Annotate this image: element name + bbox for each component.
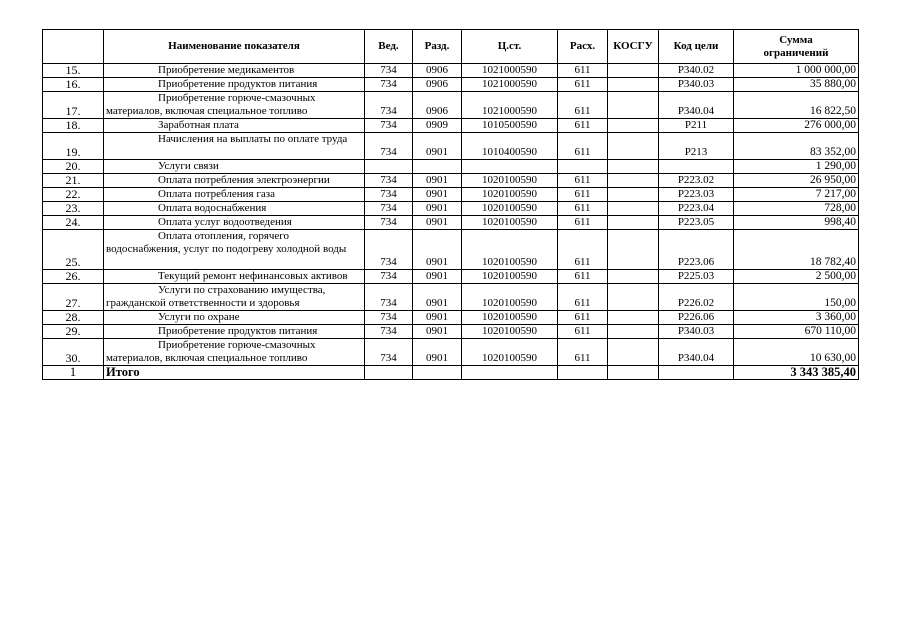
cell-sum: 16 822,50 (734, 92, 859, 119)
table-row (43, 160, 859, 174)
row-number: 23. (43, 202, 104, 216)
cell-name-line: Услуги по охране (158, 311, 240, 323)
cell-name (104, 78, 365, 92)
table-row (43, 92, 859, 119)
cell-kosgu (608, 339, 659, 366)
cell-razd: 0901 (413, 230, 462, 270)
cell-name-line: Начисления на выплаты по оплате труда (158, 133, 348, 145)
cell-name (104, 216, 365, 230)
header-tsst: Ц.ст. (462, 30, 558, 64)
header-goal-code: Код цели (659, 30, 734, 64)
cell-sum: 83 352,00 (734, 133, 859, 160)
cell-ved (365, 160, 413, 174)
table-row (43, 174, 859, 188)
cell-name (104, 64, 365, 78)
cell-sum: 670 110,00 (734, 325, 859, 339)
cell-goal-code: Р340.02 (659, 64, 734, 78)
total-empty-rash (558, 366, 608, 380)
row-number: 18. (43, 119, 104, 133)
cell-tsst: 1020100590 (462, 284, 558, 311)
cell-tsst: 1020100590 (462, 325, 558, 339)
cell-sum: 35 880,00 (734, 78, 859, 92)
cell-ved: 734 (365, 270, 413, 284)
cell-razd: 0901 (413, 216, 462, 230)
cell-rash: 611 (558, 202, 608, 216)
cell-sum: 10 630,00 (734, 339, 859, 366)
cell-name-line: Приобретение горюче-смазочных (158, 339, 316, 351)
cell-goal-code: Р211 (659, 119, 734, 133)
total-label: Итого (104, 366, 365, 380)
cell-tsst: 1020100590 (462, 216, 558, 230)
cell-kosgu (608, 230, 659, 270)
cell-rash: 611 (558, 216, 608, 230)
cell-name (104, 160, 365, 174)
cell-goal-code: Р213 (659, 133, 734, 160)
table-row (43, 339, 859, 366)
table-row (43, 202, 859, 216)
row-number: 30. (43, 339, 104, 366)
cell-name-line: Приобретение продуктов питания (158, 325, 318, 337)
cell-razd: 0906 (413, 92, 462, 119)
cell-rash: 611 (558, 92, 608, 119)
cell-rash: 611 (558, 311, 608, 325)
cell-kosgu (608, 119, 659, 133)
header-sum (734, 30, 859, 64)
total-empty-kosgu (608, 366, 659, 380)
header-name: Наименование показателя (104, 30, 365, 64)
total-row (43, 366, 859, 380)
cell-kosgu (608, 311, 659, 325)
row-number: 24. (43, 216, 104, 230)
cell-tsst: 1020100590 (462, 270, 558, 284)
cell-tsst: 1020100590 (462, 188, 558, 202)
cell-sum: 276 000,00 (734, 119, 859, 133)
cell-razd: 0901 (413, 133, 462, 160)
cell-rash: 611 (558, 339, 608, 366)
cell-name-line (106, 256, 362, 269)
cell-razd: 0901 (413, 188, 462, 202)
cell-tsst: 1020100590 (462, 339, 558, 366)
cell-kosgu (608, 160, 659, 174)
cell-ved: 734 (365, 339, 413, 366)
cell-tsst: 1020100590 (462, 174, 558, 188)
cell-rash: 611 (558, 325, 608, 339)
cell-name-line: Оплата услуг водоотведения (158, 216, 292, 228)
table-row (43, 133, 859, 160)
table-row (43, 325, 859, 339)
cell-sum: 2 500,00 (734, 270, 859, 284)
cell-goal-code: Р226.06 (659, 311, 734, 325)
cell-razd: 0901 (413, 174, 462, 188)
cell-razd: 0909 (413, 119, 462, 133)
header-razd: Разд. (413, 30, 462, 64)
table-row (43, 284, 859, 311)
cell-kosgu (608, 284, 659, 311)
cell-sum: 26 950,00 (734, 174, 859, 188)
cell-name (104, 284, 365, 311)
cell-sum: 1 290,00 (734, 160, 859, 174)
cell-name (104, 92, 365, 119)
cell-ved: 734 (365, 325, 413, 339)
cell-name-line: Оплата водоснабжения (158, 202, 267, 214)
cell-name (104, 230, 365, 270)
table-row (43, 270, 859, 284)
cell-rash (558, 160, 608, 174)
cell-name-line: Заработная плата (158, 119, 239, 131)
cell-sum: 998,40 (734, 216, 859, 230)
total-empty-tsst (462, 366, 558, 380)
row-number: 26. (43, 270, 104, 284)
cell-tsst: 1020100590 (462, 202, 558, 216)
row-number: 27. (43, 284, 104, 311)
cell-name-line: материалов, включая специальное топливо (106, 352, 308, 364)
cell-name (104, 133, 365, 160)
header-rash: Расх. (558, 30, 608, 64)
cell-goal-code: Р225.03 (659, 270, 734, 284)
cell-tsst (462, 160, 558, 174)
cell-name-line: Приобретение медикаментов (158, 64, 295, 76)
header-num (43, 30, 104, 64)
cell-kosgu (608, 78, 659, 92)
cell-ved: 734 (365, 133, 413, 160)
cell-goal-code: Р340.03 (659, 78, 734, 92)
cell-sum: 7 217,00 (734, 188, 859, 202)
cell-kosgu (608, 174, 659, 188)
header-kosgu: КОСГУ (608, 30, 659, 64)
cell-tsst: 1010400590 (462, 133, 558, 160)
row-number: 15. (43, 64, 104, 78)
cell-kosgu (608, 92, 659, 119)
cell-rash: 611 (558, 230, 608, 270)
cell-name (104, 188, 365, 202)
cell-goal-code: Р223.05 (659, 216, 734, 230)
cell-goal-code (659, 160, 734, 174)
cell-razd (413, 160, 462, 174)
row-number: 21. (43, 174, 104, 188)
cell-name-line: Оплата потребления газа (158, 188, 275, 200)
cell-rash: 611 (558, 284, 608, 311)
cell-goal-code: Р340.04 (659, 339, 734, 366)
cell-ved: 734 (365, 188, 413, 202)
total-empty-ved (365, 366, 413, 380)
total-num: 1 (43, 366, 104, 380)
cell-ved: 734 (365, 284, 413, 311)
cell-rash: 611 (558, 119, 608, 133)
cell-name (104, 202, 365, 216)
cell-ved: 734 (365, 174, 413, 188)
cell-goal-code: Р340.04 (659, 92, 734, 119)
budget-table (42, 29, 859, 380)
cell-rash: 611 (558, 174, 608, 188)
cell-sum: 728,00 (734, 202, 859, 216)
cell-tsst: 1021000590 (462, 92, 558, 119)
cell-name (104, 174, 365, 188)
cell-tsst: 1021000590 (462, 78, 558, 92)
cell-tsst: 1020100590 (462, 311, 558, 325)
cell-ved: 734 (365, 311, 413, 325)
table-row (43, 311, 859, 325)
row-number: 29. (43, 325, 104, 339)
cell-sum: 1 000 000,00 (734, 64, 859, 78)
cell-razd: 0901 (413, 311, 462, 325)
cell-kosgu (608, 64, 659, 78)
cell-razd: 0901 (413, 284, 462, 311)
table-row (43, 78, 859, 92)
cell-rash: 611 (558, 78, 608, 92)
row-number: 19. (43, 133, 104, 160)
cell-ved: 734 (365, 119, 413, 133)
cell-name-line: Приобретение горюче-смазочных (158, 92, 316, 104)
cell-goal-code: Р223.06 (659, 230, 734, 270)
cell-name-line: материалов, включая специальное топливо (106, 105, 308, 117)
cell-sum: 18 782,40 (734, 230, 859, 270)
cell-rash: 611 (558, 188, 608, 202)
header-row (43, 30, 859, 64)
cell-goal-code: Р340.03 (659, 325, 734, 339)
cell-name-line: водоснабжения, услуг по подогреву холодной воды (106, 243, 347, 255)
cell-ved: 734 (365, 92, 413, 119)
cell-name-line: гражданской ответственности и здоровья (106, 297, 300, 309)
header-sum-line2: ограничений (763, 46, 829, 59)
cell-name (104, 270, 365, 284)
cell-name (104, 339, 365, 366)
cell-kosgu (608, 188, 659, 202)
table-row (43, 216, 859, 230)
cell-name-line: Оплата отопления, горячего (158, 230, 290, 242)
total-empty-razd (413, 366, 462, 380)
row-number: 25. (43, 230, 104, 270)
cell-goal-code: Р223.04 (659, 202, 734, 216)
cell-kosgu (608, 270, 659, 284)
cell-goal-code: Р223.03 (659, 188, 734, 202)
table-row (43, 64, 859, 78)
table-row (43, 188, 859, 202)
cell-tsst: 1020100590 (462, 230, 558, 270)
cell-ved: 734 (365, 64, 413, 78)
total-sum: 3 343 385,40 (734, 366, 859, 380)
cell-goal-code: Р223.02 (659, 174, 734, 188)
header-sum-line1: Сумма (779, 33, 813, 46)
cell-ved: 734 (365, 230, 413, 270)
total-empty-goal (659, 366, 734, 380)
cell-razd: 0901 (413, 339, 462, 366)
cell-name-line: Приобретение продуктов питания (158, 78, 318, 90)
cell-goal-code: Р226.02 (659, 284, 734, 311)
cell-razd: 0906 (413, 64, 462, 78)
cell-kosgu (608, 325, 659, 339)
cell-rash: 611 (558, 64, 608, 78)
cell-name (104, 119, 365, 133)
cell-name-line: Услуги связи (158, 160, 219, 172)
cell-tsst: 1021000590 (462, 64, 558, 78)
table-body (43, 64, 859, 366)
cell-tsst: 1010500590 (462, 119, 558, 133)
cell-ved: 734 (365, 78, 413, 92)
cell-sum: 3 360,00 (734, 311, 859, 325)
cell-name-line: Оплата потребления электроэнергии (158, 174, 330, 186)
table-row (43, 230, 859, 270)
cell-name-line: Текущий ремонт нефинансовых активов (158, 270, 348, 282)
row-number: 16. (43, 78, 104, 92)
cell-razd: 0906 (413, 78, 462, 92)
cell-rash: 611 (558, 270, 608, 284)
cell-name-line (106, 146, 362, 159)
cell-sum: 150,00 (734, 284, 859, 311)
cell-ved: 734 (365, 202, 413, 216)
cell-name (104, 311, 365, 325)
cell-rash: 611 (558, 133, 608, 160)
cell-ved: 734 (365, 216, 413, 230)
table-row (43, 119, 859, 133)
cell-razd: 0901 (413, 202, 462, 216)
row-number: 20. (43, 160, 104, 174)
header-ved: Вед. (365, 30, 413, 64)
cell-razd: 0901 (413, 270, 462, 284)
row-number: 17. (43, 92, 104, 119)
cell-kosgu (608, 133, 659, 160)
cell-name (104, 325, 365, 339)
cell-kosgu (608, 216, 659, 230)
row-number: 22. (43, 188, 104, 202)
cell-kosgu (608, 202, 659, 216)
cell-razd: 0901 (413, 325, 462, 339)
row-number: 28. (43, 311, 104, 325)
cell-name-line: Услуги по страхованию имущества, (158, 284, 326, 296)
